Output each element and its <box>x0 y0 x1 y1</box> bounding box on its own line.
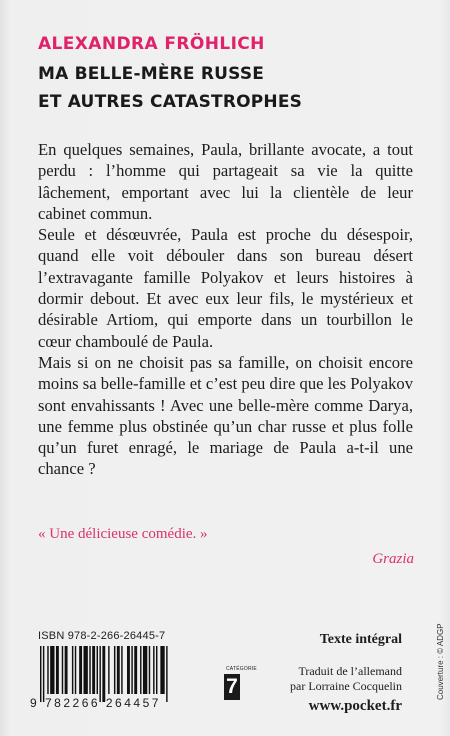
cover-credits: Couverture : © ADGP <box>436 623 445 700</box>
isbn: ISBN 978-2-266-26445-7 <box>38 630 166 642</box>
blurb-paragraph-2: Seule et désœuvrée, Paula est proche du désespoir, quand elle voit débouler dans son bureau désert l’extravagante famille Polyakov et leurs histoires à dormir debout. Et avec eux leur fils, le mystérieux et désirable Artiom, qui emporte dans un tourbillon le cœur chamboulé de Paula. <box>38 225 413 351</box>
publisher-website[interactable]: www.pocket.fr <box>308 698 402 714</box>
title-line-1: MA BELLE-MÈRE RUSSE <box>38 64 265 84</box>
translation-line-2: par Lorraine Cocquelin <box>290 679 402 693</box>
barcode-digits: 9 782266 264457 <box>30 696 161 710</box>
blurb <box>38 139 413 480</box>
press-quote: « Une délicieuse comédie. » <box>38 526 208 542</box>
author-name: ALEXANDRA FRÖHLICH <box>38 34 265 54</box>
translation-line-1: Traduit de l’allemand <box>298 664 402 678</box>
translation-credit <box>290 664 402 694</box>
book-title <box>38 60 302 116</box>
category-number: 7 <box>224 674 240 700</box>
title-line-2: ET AUTRES CATASTROPHES <box>38 92 303 112</box>
category-label: CATÉGORIE <box>226 666 257 672</box>
barcode <box>38 646 216 702</box>
blurb-paragraph-1: En quelques semaines, Paula, brillante avocate, a tout perdu : l’homme qui partageait sa vie la quitte lâchement, emportant avec lui la clientèle de leur cabinet commun. <box>38 140 413 223</box>
full-text-label: Texte intégral <box>319 632 402 647</box>
blurb-paragraph-3: Mais si on ne choisit pas sa famille, on choisit encore moins sa belle-famille et c’est peu dire que les Polyakov sont envahissants ! Avec une belle-mère comme Darya, une femme plus obstinée qu’un char russe et plus folle qu’un furet enragé, le mariage de Paula a-t-il une chance ? <box>38 352 413 479</box>
quote-source: Grazia <box>372 551 414 567</box>
